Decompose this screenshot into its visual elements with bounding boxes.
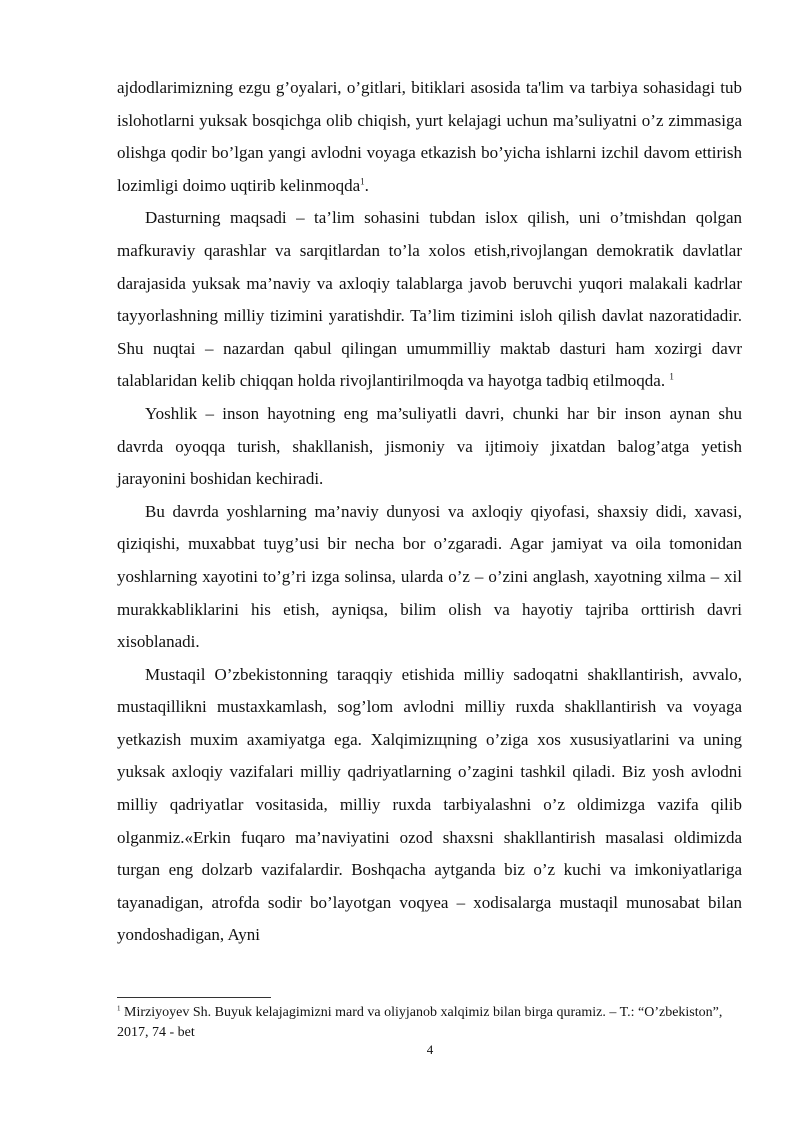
paragraph-continuation <box>117 72 742 202</box>
footnote-reference[interactable]: 1 <box>669 371 674 382</box>
paragraph-youth-period <box>117 496 742 659</box>
page-number: 4 <box>426 1042 434 1057</box>
footnote-separator <box>117 997 271 998</box>
footnote <box>117 1003 742 1043</box>
footnote-reference[interactable]: 1 <box>360 176 365 187</box>
paragraph-text: ajdodlarimizning ezgu g’oyalari, o’gitlari, bitiklari asosida ta'lim va tarbiya sohasidagi tub islohotlarni yuksak bosqichga olib chiqish, yurt kelajagi uchun ma’suliyatni o’z zimmasiga olishga qodir bo’lgan yangi avlodni voyaga etkazish bo’yicha ishlarni izchil davom ettirish lozimligi doimo uqtirib kelinmoqda <box>117 78 742 195</box>
footnote-marker: 1 <box>117 1004 121 1013</box>
paragraph-tail: . <box>364 175 369 195</box>
paragraph-youth <box>117 398 742 496</box>
paragraph-text: Dasturning maqsadi – ta’lim sohasini tubdan islox qilish, uni o’tmishdan qolgan mafkuraviy qarashlar va sarqitlardan to’la xolos etish,rivojlangan demokratik davlatlar darajasida yuksak ma’naviy va axloqiy talablarga javob beruvchi yuqori malakali kadrlar tayyorlashning milliy tizimini yaratishdir. Ta’lim tizimini isloh qilish davlat nazoratidadir. Shu nuqtai – nazardan qabul qilingan umummilliy maktab dasturi ham xozirgi davr talablaridan kelib chiqqan holda rivojlantirilmoqda va hayotga tadbiq etilmoqda. <box>117 208 742 391</box>
paragraph-independent-uzbekistan <box>117 659 742 952</box>
paragraph-text: Yoshlik – inson hayotning eng ma’suliyatli davri, chunki har bir inson aynan shu davrda oyoqqa turish, shakllanish, jismoniy va ijtimoiy jixatdan balog’atga yetish jarayonini boshidan kechiradi. <box>117 403 742 489</box>
paragraph-text: Mustaqil O’zbekistonning taraqqiy etishida milliy sadoqatni shakllantirish, avvalo, mustaqillikni mustaxkamlash, sog’lom avlodni milliy ruxda shakllantirish va voyaga yetkazish muxim axamiyatga ega. Xalqimizщning o’ziga xos xususiyatlarini va uning yuksak axloqiy vazifalari milliy qadriyatlarning o’zagini tashkil qiladi. Biz yosh avlodni milliy qadriyatlar vositasida, milliy ruxda tarbiyalashni o’z oldimizga vazifa qilib olganmiz.«Erkin fuqaro ma’naviyatini ozod shaxsni shakllantirish masalasi oldimizda turgan eng dolzarb vazifalardir. Boshqacha aytganda biz o’z kuchi va imkoniyatlariga tayanadigan, atrofda sodir bo’layotgan voqyea – xodisalarga mustaqil munosabat bilan yondoshadigan, Ayni <box>117 664 742 945</box>
body-text <box>117 72 742 952</box>
footnote-text: Mirziyoyev Sh. Buyuk kelajagimizni mard va oliyjanob xalqimiz bilan birga quramiz. – T.: “O’zbekiston”, 2017, 74 - bet <box>117 1005 723 1040</box>
paragraph-text: Bu davrda yoshlarning ma’naviy dunyosi va axloqiy qiyofasi, shaxsiy didi, xavasi, qiziqishi, muxabbat tuyg’usi bir necha bor o’zgaradi. Agar jamiyat va oila tomonidan yoshlarning xayotini to’g’ri izga solinsa, ularda o’z – o’zini anglash, xayotning xilma – xil murakkabliklarini his etish, ayniqsa, bilim olish va hayotiy tajriba orttirish davri xisoblanadi. <box>117 501 742 652</box>
paragraph-program-goal <box>117 202 742 398</box>
